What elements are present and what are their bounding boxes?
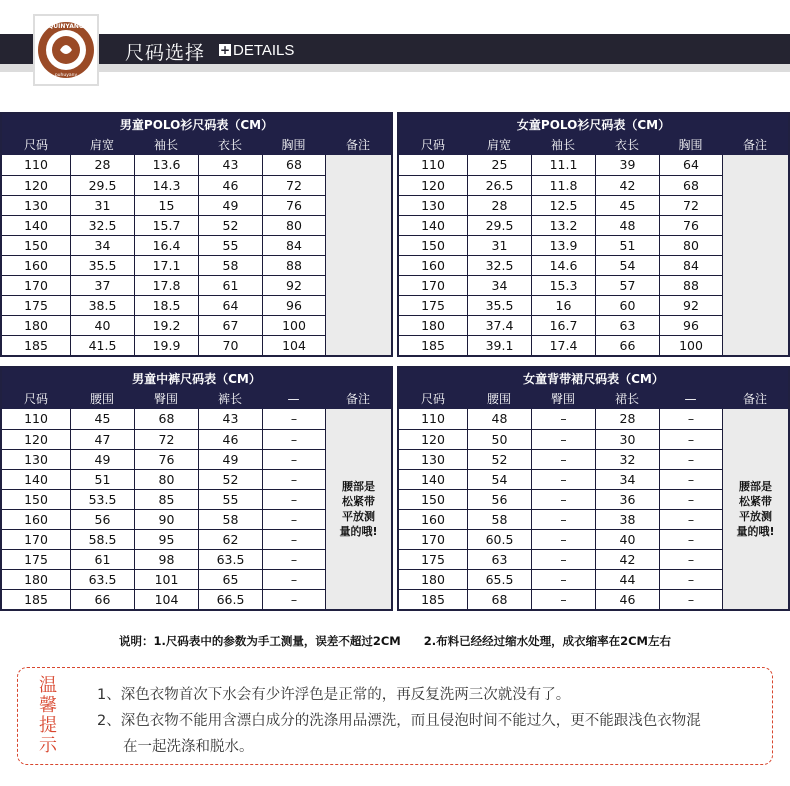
column-header: 肩宽 <box>89 138 114 152</box>
table-row <box>2 155 325 175</box>
remark-cell <box>722 155 788 355</box>
table-cell: 43 <box>198 409 262 429</box>
table-cell: 49 <box>198 450 262 469</box>
table-cell: 51 <box>595 236 659 255</box>
table-cell: 51 <box>70 470 134 489</box>
table-cell: – <box>262 450 325 469</box>
table-cell: 120 <box>421 432 445 447</box>
table-cell: 42 <box>595 550 659 569</box>
table-cell: 57 <box>595 276 659 295</box>
table-cell: 46 <box>198 176 262 195</box>
column-header: — <box>684 392 697 406</box>
table-cell: 70 <box>198 336 262 355</box>
column-header: 袖长 <box>153 138 178 152</box>
table-cell: 68 <box>467 590 531 609</box>
table-cell: – <box>659 430 722 449</box>
table-cell: 31 <box>70 196 134 215</box>
column-header: 裙长 <box>614 392 639 406</box>
table-cell: 110 <box>421 157 445 172</box>
table-row <box>399 315 722 335</box>
table-cell: 15.3 <box>531 276 595 295</box>
table-cell: 130 <box>24 198 48 213</box>
table-row <box>2 315 325 335</box>
table-row <box>399 235 722 255</box>
table-cell: 52 <box>198 470 262 489</box>
table-cell: 48 <box>467 409 531 429</box>
table-cell: 58 <box>198 510 262 529</box>
table-row <box>2 175 325 195</box>
table-cell: 15.7 <box>134 216 198 235</box>
table-cell: 25 <box>467 155 531 175</box>
table-cell: 68 <box>659 176 722 195</box>
table-row <box>2 429 325 449</box>
table-header-row <box>399 136 788 155</box>
table-row <box>399 275 722 295</box>
column-header: 尺码 <box>420 392 445 406</box>
table-cell: – <box>531 550 595 569</box>
table-cell: – <box>659 530 722 549</box>
table-row <box>399 509 722 529</box>
column-header: 腰围 <box>486 392 511 406</box>
table-row <box>2 469 325 489</box>
table-cell: 32 <box>595 450 659 469</box>
table-cell: 52 <box>467 450 531 469</box>
table-cell: – <box>659 570 722 589</box>
table-row <box>2 255 325 275</box>
column-header: 尺码 <box>23 392 48 406</box>
table-cell: 120 <box>421 178 445 193</box>
table-row <box>2 195 325 215</box>
table-cell: 104 <box>134 590 198 609</box>
header-bar <box>0 34 790 64</box>
table-row <box>399 529 722 549</box>
table-cell: 40 <box>595 530 659 549</box>
table-cell: 96 <box>659 316 722 335</box>
table-cell: 92 <box>262 276 325 295</box>
table-cell: 76 <box>659 216 722 235</box>
table-row <box>2 509 325 529</box>
table-cell: 150 <box>24 238 48 253</box>
plus-icon: + <box>219 43 231 57</box>
tip-line-3: 在一起洗涤和脱水。 <box>123 739 254 755</box>
table-row <box>2 489 325 509</box>
table-cell: 180 <box>24 572 48 587</box>
table-cell: 175 <box>24 298 48 313</box>
table-cell: 175 <box>421 298 445 313</box>
table-cell: 185 <box>421 592 445 607</box>
table-row <box>399 429 722 449</box>
table-cell: 140 <box>421 218 445 233</box>
table-cell: 49 <box>198 196 262 215</box>
table-cell: 140 <box>24 218 48 233</box>
table-cell: 90 <box>134 510 198 529</box>
table-row <box>2 275 325 295</box>
table-cell: 54 <box>467 470 531 489</box>
table-cell: 45 <box>70 409 134 429</box>
table-row <box>2 235 325 255</box>
table-cell: 44 <box>595 570 659 589</box>
table-cell: – <box>531 590 595 609</box>
table-cell: 46 <box>595 590 659 609</box>
remark-cell: 腰部是 松紧带 平放测 量的哦! <box>325 409 391 609</box>
table-row <box>399 295 722 315</box>
table-cell: 150 <box>421 492 445 507</box>
table-row <box>2 215 325 235</box>
tip-line-1: 1、深色衣物首次下水会有少许浮色是正常的，再反复洗两三次就没有了。 <box>97 687 571 703</box>
table-header-row <box>2 136 391 155</box>
table-cell: – <box>262 409 325 429</box>
table-cell: 140 <box>24 472 48 487</box>
table-cell: 47 <box>70 430 134 449</box>
table-cell: 68 <box>134 409 198 429</box>
table-row <box>399 489 722 509</box>
table-header-row <box>399 390 788 409</box>
table-cell: 55 <box>198 490 262 509</box>
table-cell: 96 <box>262 296 325 315</box>
remark-cell: 腰部是 松紧带 平放测 量的哦! <box>722 409 788 609</box>
table-cell: 72 <box>262 176 325 195</box>
table-cell: 12.5 <box>531 196 595 215</box>
table-cell: 29.5 <box>467 216 531 235</box>
table-cell: 34 <box>467 276 531 295</box>
table-cell: 37.4 <box>467 316 531 335</box>
table-cell: – <box>659 550 722 569</box>
table-cell: 61 <box>70 550 134 569</box>
table-cell: 175 <box>421 552 445 567</box>
table-cell: 66 <box>595 336 659 355</box>
table-cell: 35.5 <box>70 256 134 275</box>
table-cell: 11.1 <box>531 155 595 175</box>
table-cell: 13.2 <box>531 216 595 235</box>
table-cell: – <box>531 530 595 549</box>
column-header: 备注 <box>742 138 767 152</box>
table-cell: 34 <box>70 236 134 255</box>
table-cell: 185 <box>24 592 48 607</box>
table-cell: 41.5 <box>70 336 134 355</box>
table-cell: 65 <box>198 570 262 589</box>
table-row <box>399 215 722 235</box>
table-cell: 15 <box>134 196 198 215</box>
table-cell: 39 <box>595 155 659 175</box>
table-cell: 175 <box>24 552 48 567</box>
table-cell: 54 <box>595 256 659 275</box>
table-cell: 110 <box>24 411 48 426</box>
table-cell: 17.8 <box>134 276 198 295</box>
table-cell: 26.5 <box>467 176 531 195</box>
table-cell: 11.8 <box>531 176 595 195</box>
table-row <box>399 589 722 609</box>
table-cell: – <box>262 490 325 509</box>
table-cell: – <box>531 490 595 509</box>
table-cell: 150 <box>24 492 48 507</box>
table-cell: 130 <box>421 198 445 213</box>
table-cell: 55 <box>198 236 262 255</box>
table-cell: 14.6 <box>531 256 595 275</box>
table-cell: – <box>262 570 325 589</box>
table-row <box>399 175 722 195</box>
table-cell: 66.5 <box>198 590 262 609</box>
table-cell: 16.4 <box>134 236 198 255</box>
column-header: 尺码 <box>420 138 445 152</box>
table-cell: 18.5 <box>134 296 198 315</box>
table-cell: 84 <box>262 236 325 255</box>
table-cell: 92 <box>659 296 722 315</box>
table-cell: 160 <box>24 258 48 273</box>
table-cell: 56 <box>70 510 134 529</box>
table-cell: 16 <box>531 296 595 315</box>
table-cell: 28 <box>70 155 134 175</box>
table-cell: 88 <box>262 256 325 275</box>
table-cell: 170 <box>24 278 48 293</box>
table-cell: 28 <box>467 196 531 215</box>
brand-logo <box>33 14 99 86</box>
table-row <box>2 295 325 315</box>
table-row <box>2 589 325 609</box>
boys-shorts-size-table <box>0 366 393 611</box>
table-row <box>399 195 722 215</box>
table-cell: 95 <box>134 530 198 549</box>
table-cell: 98 <box>134 550 198 569</box>
table-cell: 84 <box>659 256 722 275</box>
table-cell: 19.9 <box>134 336 198 355</box>
column-header: 备注 <box>345 138 370 152</box>
table-cell: 56 <box>467 490 531 509</box>
table-cell: 52 <box>198 216 262 235</box>
column-header: 裤长 <box>217 392 242 406</box>
table-cell: – <box>531 409 595 429</box>
table-row <box>399 335 722 355</box>
table-cell: 130 <box>421 452 445 467</box>
table-cell: 13.9 <box>531 236 595 255</box>
table-row <box>2 569 325 589</box>
table-title: 男童中裤尺码表（CM） <box>2 368 391 390</box>
table-cell: – <box>262 530 325 549</box>
column-header: 腰围 <box>89 392 114 406</box>
table-cell: 60 <box>595 296 659 315</box>
table-cell: 68 <box>262 155 325 175</box>
table-cell: 34 <box>595 470 659 489</box>
table-row <box>399 409 722 429</box>
table-cell: 58 <box>467 510 531 529</box>
table-cell: 63 <box>595 316 659 335</box>
table-cell: – <box>531 510 595 529</box>
tip-label: 温 馨 提 示 <box>39 675 57 756</box>
column-header: 胸围 <box>678 138 703 152</box>
table-cell: – <box>659 409 722 429</box>
table-title: 男童POLO衫尺码表（CM） <box>2 114 391 136</box>
table-cell: 170 <box>24 532 48 547</box>
table-cell: 39.1 <box>467 336 531 355</box>
table-row <box>399 549 722 569</box>
table-cell: 37 <box>70 276 134 295</box>
table-cell: 180 <box>421 572 445 587</box>
table-cell: 88 <box>659 276 722 295</box>
column-header: 肩宽 <box>486 138 511 152</box>
table-cell: 63.5 <box>198 550 262 569</box>
table-cell: 32.5 <box>467 256 531 275</box>
table-cell: 19.2 <box>134 316 198 335</box>
table-cell: 120 <box>24 178 48 193</box>
table-cell: 104 <box>262 336 325 355</box>
table-cell: 32.5 <box>70 216 134 235</box>
table-cell: 100 <box>659 336 722 355</box>
logo-text-top: QUINYANG <box>48 23 84 30</box>
table-cell: 85 <box>134 490 198 509</box>
column-header: 备注 <box>742 392 767 406</box>
table-cell: 110 <box>24 157 48 172</box>
table-row <box>2 529 325 549</box>
column-header: 胸围 <box>281 138 306 152</box>
table-cell: – <box>262 430 325 449</box>
table-cell: 49 <box>70 450 134 469</box>
table-cell: 30 <box>595 430 659 449</box>
table-cell: 36 <box>595 490 659 509</box>
logo-text-bottom: puhuyany <box>54 73 78 78</box>
table-cell: 17.1 <box>134 256 198 275</box>
table-cell: 61 <box>198 276 262 295</box>
page-title: 尺码选择 <box>125 42 206 64</box>
page-subtitle: DETAILS <box>233 42 295 59</box>
table-cell: 110 <box>421 411 445 426</box>
table-cell: 150 <box>421 238 445 253</box>
table-cell: 62 <box>198 530 262 549</box>
table-cell: 58.5 <box>70 530 134 549</box>
table-cell: 14.3 <box>134 176 198 195</box>
column-header: 臀围 <box>550 392 575 406</box>
table-row <box>2 449 325 469</box>
column-header: 臀围 <box>153 392 178 406</box>
table-row <box>2 549 325 569</box>
table-cell: 140 <box>421 472 445 487</box>
table-cell: 48 <box>595 216 659 235</box>
column-header: 衣长 <box>614 138 639 152</box>
remark-cell <box>325 155 391 355</box>
table-cell: 28 <box>595 409 659 429</box>
boys-polo-size-table <box>0 112 393 357</box>
table-cell: – <box>262 550 325 569</box>
table-cell: – <box>262 510 325 529</box>
table-cell: 180 <box>421 318 445 333</box>
table-cell: 65.5 <box>467 570 531 589</box>
table-cell: 58 <box>198 256 262 275</box>
table-cell: 40 <box>70 316 134 335</box>
table-row <box>2 409 325 429</box>
table-cell: 120 <box>24 432 48 447</box>
table-cell: 160 <box>24 512 48 527</box>
column-header: — <box>287 392 300 406</box>
column-header: 袖长 <box>550 138 575 152</box>
table-cell: – <box>531 430 595 449</box>
table-title: 女童背带裙尺码表（CM） <box>399 368 788 390</box>
table-cell: 16.7 <box>531 316 595 335</box>
table-cell: 170 <box>421 532 445 547</box>
column-header: 备注 <box>345 392 370 406</box>
table-cell: 63.5 <box>70 570 134 589</box>
table-row <box>399 449 722 469</box>
table-cell: 31 <box>467 236 531 255</box>
table-cell: 64 <box>198 296 262 315</box>
table-cell: – <box>531 570 595 589</box>
table-cell: – <box>659 450 722 469</box>
table-cell: 13.6 <box>134 155 198 175</box>
table-title: 女童POLO衫尺码表（CM） <box>399 114 788 136</box>
table-cell: 180 <box>24 318 48 333</box>
table-cell: 64 <box>659 155 722 175</box>
table-cell: 130 <box>24 452 48 467</box>
column-header: 衣长 <box>217 138 242 152</box>
table-cell: – <box>659 470 722 489</box>
table-cell: 185 <box>421 338 445 353</box>
table-cell: 72 <box>659 196 722 215</box>
table-cell: 43 <box>198 155 262 175</box>
crest-icon <box>36 17 96 83</box>
table-cell: 100 <box>262 316 325 335</box>
table-cell: – <box>659 490 722 509</box>
table-cell: 72 <box>134 430 198 449</box>
table-cell: 35.5 <box>467 296 531 315</box>
table-row <box>399 469 722 489</box>
table-cell: 38.5 <box>70 296 134 315</box>
table-cell: 185 <box>24 338 48 353</box>
table-cell: 67 <box>198 316 262 335</box>
table-cell: 53.5 <box>70 490 134 509</box>
table-cell: 66 <box>70 590 134 609</box>
girls-overall-skirt-size-table <box>397 366 790 611</box>
table-cell: – <box>531 470 595 489</box>
table-cell: 80 <box>134 470 198 489</box>
table-cell: – <box>262 470 325 489</box>
table-cell: – <box>659 590 722 609</box>
table-cell: 101 <box>134 570 198 589</box>
table-cell: 42 <box>595 176 659 195</box>
table-cell: – <box>262 590 325 609</box>
table-cell: – <box>531 450 595 469</box>
table-header-row <box>2 390 391 409</box>
table-cell: 63 <box>467 550 531 569</box>
table-cell: 76 <box>134 450 198 469</box>
table-row <box>399 255 722 275</box>
column-header: 尺码 <box>23 138 48 152</box>
table-cell: 50 <box>467 430 531 449</box>
table-row <box>399 569 722 589</box>
table-cell: 17.4 <box>531 336 595 355</box>
tip-line-2: 2、深色衣物不能用含漂白成分的洗涤用品漂洗，而且侵泡时间不能过久，更不能跟浅色衣物混 <box>97 713 701 729</box>
girls-polo-size-table <box>397 112 790 357</box>
table-row <box>399 155 722 175</box>
table-cell: 46 <box>198 430 262 449</box>
table-cell: 80 <box>659 236 722 255</box>
table-cell: 160 <box>421 258 445 273</box>
table-cell: 170 <box>421 278 445 293</box>
table-row <box>2 335 325 355</box>
table-cell: – <box>659 510 722 529</box>
table-cell: 45 <box>595 196 659 215</box>
table-cell: 38 <box>595 510 659 529</box>
size-explanation: 说明：1.尺码表中的参数为手工测量，误差不超过2CM 2.布料已经经过缩水处理，成衣缩率在2CM左右 <box>118 634 671 648</box>
table-cell: 160 <box>421 512 445 527</box>
table-cell: 76 <box>262 196 325 215</box>
table-cell: 60.5 <box>467 530 531 549</box>
table-cell: 29.5 <box>70 176 134 195</box>
table-cell: 80 <box>262 216 325 235</box>
